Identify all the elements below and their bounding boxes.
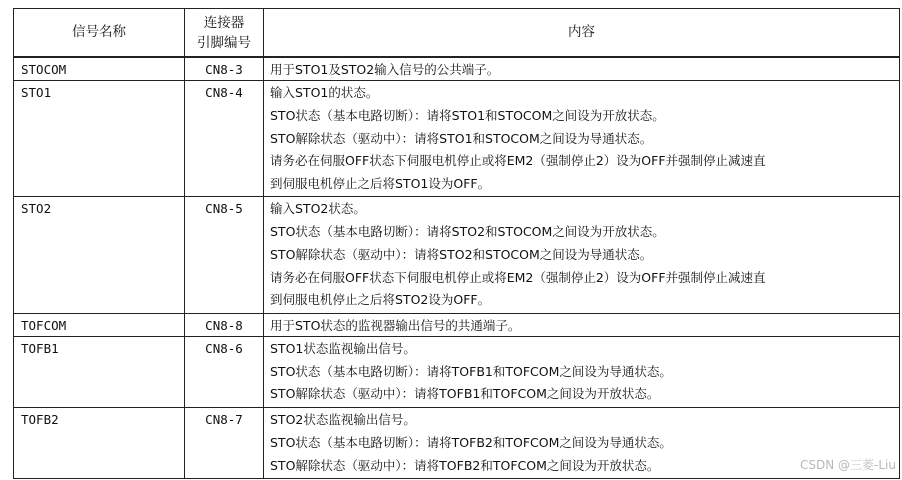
watermark: CSDN @三菱-Liu <box>800 458 896 472</box>
content-line: STO状态（基本电路切断）：请将TOFB2和TOFCOM之间设为导通状态。 <box>270 434 672 450</box>
content-line: 用于STO1及STO2输入信号的公共端子。 <box>270 62 500 77</box>
content-line: STO2状态监视输出信号。 <box>270 411 416 427</box>
content-line: STO1状态监视输出信号。 <box>270 340 416 356</box>
signal-name-cell: STOCOM <box>14 57 185 81</box>
content-line: STO状态（基本电路切断）：请将STO2和STOCOM之间设为开放状态。 <box>270 224 665 240</box>
table-row <box>14 81 900 197</box>
table-row <box>14 336 900 407</box>
header-connector-line1: 连接器 <box>203 14 245 31</box>
content-line: 输入STO2状态。 <box>270 201 366 217</box>
content-line: 到伺服电机停止之后将STO1设为OFF。 <box>270 175 491 191</box>
signal-name-cell: TOFB1 <box>14 336 185 407</box>
signal-name-cell: STO1 <box>14 81 185 197</box>
content-cell <box>264 336 900 407</box>
content-line: 请务必在伺服OFF状态下伺服电机停止或将EM2（强制停止2）设为OFF并强制停止减速直 <box>270 153 766 169</box>
table-row <box>14 407 900 478</box>
table-body <box>14 57 900 479</box>
signal-name-cell: TOFB2 <box>14 407 185 478</box>
header-signal-name: 信号名称 <box>14 9 185 58</box>
content-line: 请务必在伺服OFF状态下伺服电机停止或将EM2（强制停止2）设为OFF并强制停止减速直 <box>270 269 766 285</box>
connector-pin-cell: CN8-4 <box>185 81 264 197</box>
content-line: STO解除状态（驱动中）：请将STO2和STOCOM之间设为导通状态。 <box>270 246 653 262</box>
content-line: STO状态（基本电路切断）：请将TOFB1和TOFCOM之间设为导通状态。 <box>270 363 672 379</box>
content-line: STO状态（基本电路切断）：请将STO1和STOCOM之间设为开放状态。 <box>270 108 665 123</box>
connector-pin-cell: CN8-3 <box>185 57 264 81</box>
connector-pin-cell: CN8-8 <box>185 313 264 336</box>
header-connector-line2: 引脚编号 <box>197 34 251 51</box>
content-line: 到伺服电机停止之后将STO2设为OFF。 <box>270 292 491 308</box>
content-line: 输入STO1的状态。 <box>270 85 379 100</box>
content-cell <box>264 197 900 313</box>
table-row <box>14 197 900 313</box>
signal-name-cell: TOFCOM <box>14 313 185 336</box>
header-connector-pin <box>185 9 264 58</box>
content-line: STO解除状态（驱动中）：请将TOFB1和TOFCOM之间设为开放状态。 <box>270 386 660 402</box>
header-content: 内容 <box>264 9 900 58</box>
table-row <box>14 313 900 336</box>
content-line: STO解除状态（驱动中）：请将STO1和STOCOM之间设为导通状态。 <box>270 130 653 146</box>
content-line: 用于STO状态的监视器输出信号的共通端子。 <box>270 317 521 333</box>
content-line: STO解除状态（驱动中）：请将TOFB2和TOFCOM之间设为开放状态。 <box>270 457 660 473</box>
connector-pin-cell: CN8-5 <box>185 197 264 313</box>
connector-pin-cell: CN8-6 <box>185 336 264 407</box>
signal-name-cell: STO2 <box>14 197 185 313</box>
content-cell <box>264 313 900 336</box>
connector-pin-cell: CN8-7 <box>185 407 264 478</box>
content-cell <box>264 81 900 197</box>
table-header-row <box>14 9 900 58</box>
signal-table <box>13 8 900 479</box>
table-row <box>14 57 900 81</box>
content-cell <box>264 57 900 81</box>
